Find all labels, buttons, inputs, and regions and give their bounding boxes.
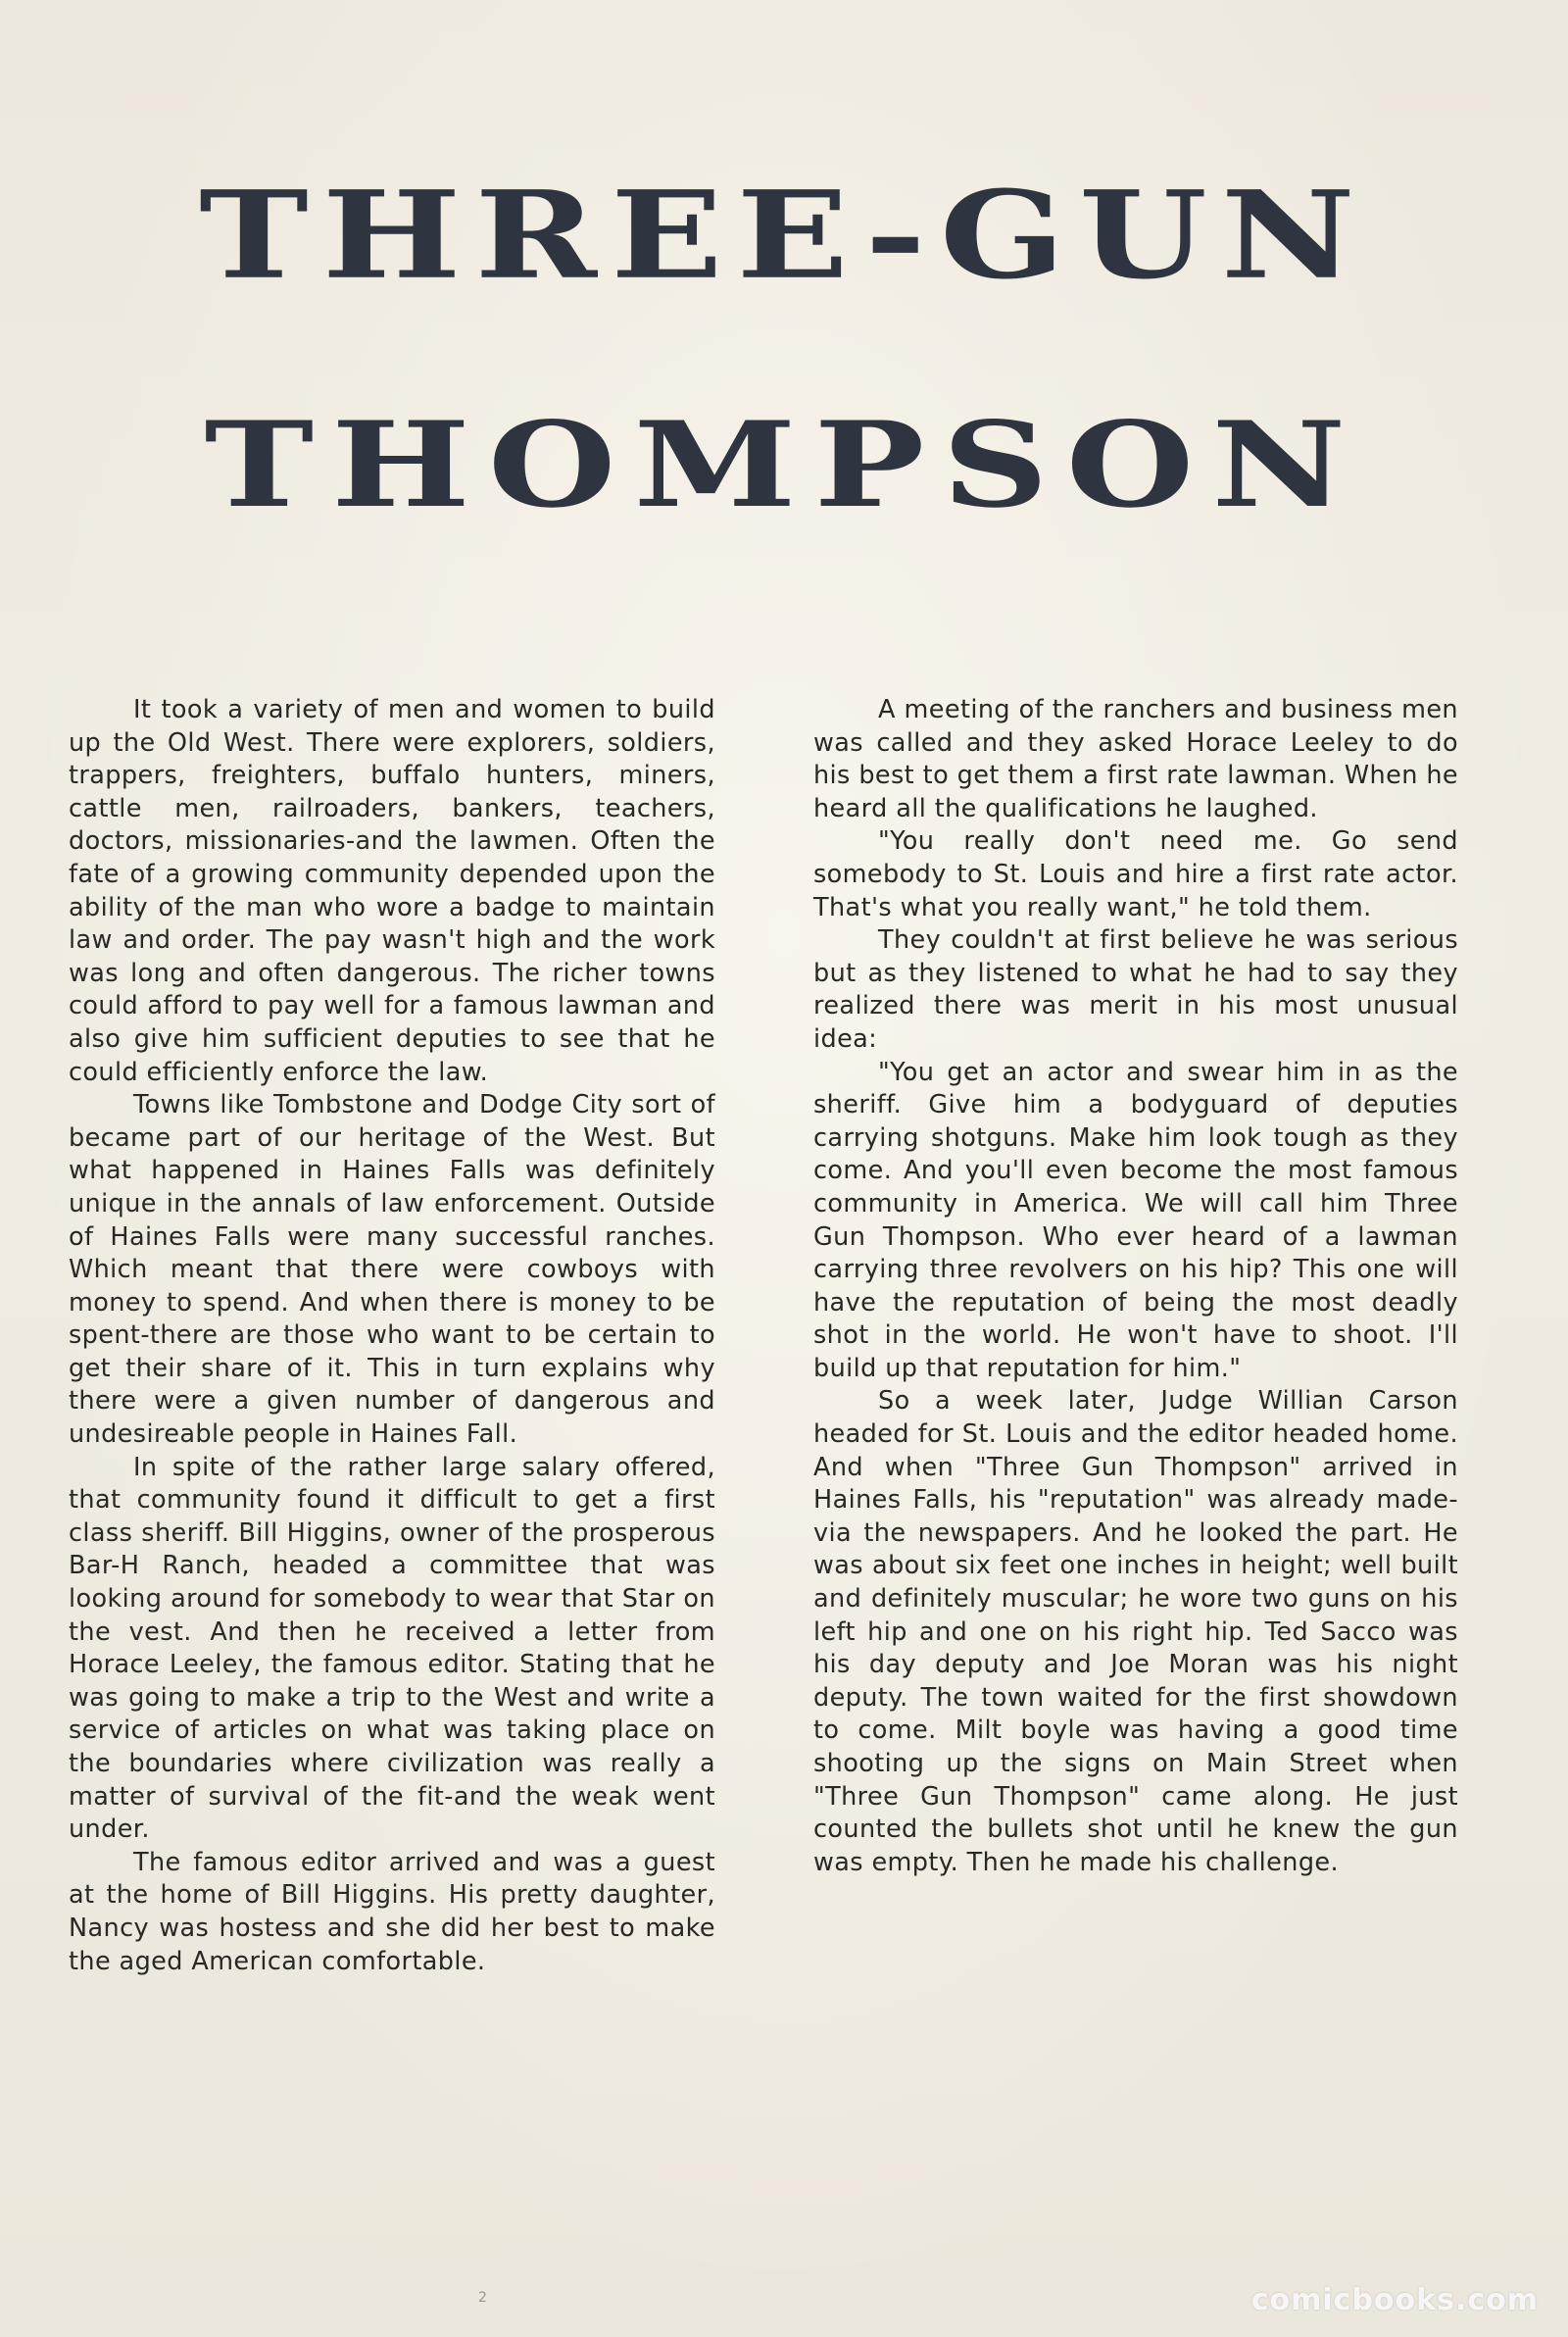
paragraph: Towns like Tombstone and Dodge City sort of became part of our heritage of the West. But what happened in Haines Falls was definitely unique in the annals of law enforcement. Outside of Haines Falls were many successful ranches. Which meant that there were cowboys with money to spend. And when there is money to be spent-there are those who want to be certain to get their share of it. This in turn explains why there were a given number of dangerous and undesireable people in Haines Fall. [69, 1090, 715, 1450]
watermark: comicbooks.com [1250, 2283, 1539, 2317]
left-column [69, 694, 715, 1978]
paragraph: "You really don't need me. Go send somebody to St. Louis and hire a first rate actor. That's what you really want," he told them. [813, 826, 1458, 922]
paragraph: A meeting of the ranchers and business men was called and they asked Horace Leeley to do his best to get them a first rate lawman. When he heard all the qualifications he laughed. [813, 695, 1458, 823]
paragraph: The famous editor arrived and was a guest at the home of Bill Higgins. His pretty daughter, Nancy was hostess and she did her best to make the aged American comfortable. [69, 1847, 715, 1976]
paragraph: They couldn't at first believe he was serious but as they listened to what he had to say they realized there was merit in his most unusual idea: [813, 925, 1458, 1054]
page-number: 2 [478, 2290, 487, 2306]
paragraph: It took a variety of men and women to build up the Old West. There were explorers, soldiers, trappers, freighters, buffalo hunters, miners, cattle men, railroaders, bankers, teachers, doctors, missionaries-and the lawmen. Often the fate of a growing community depended upon the ability of the man who wore a badge to maintain law and order. The pay wasn't high and the work was long and often dangerous. The richer towns could afford to pay well for a famous lawman and also give him sufficient deputies to see that he could efficiently enforce the law. [69, 695, 715, 1087]
title-line-1: THREE-GUN [199, 165, 1369, 307]
paragraph: So a week later, Judge Willian Carson headed for St. Louis and the editor headed home. And when "Three Gun Thompson" arrived in Haines Falls, his "reputation" was already made-via the newspapers. And he looked the part. He was about six feet one inches in height; well built and definitely muscular; he wore two guns on his left hip and one on his right hip. Ted Sacco was his day deputy and Joe Moran was his night deputy. The town waited for the first showdown to come. Milt boyle was having a good time shooting up the signs on Main Street when "Three Gun Thompson" came along. He just counted the bullets shot until he knew the gun was empty. Then he made his challenge. [813, 1386, 1458, 1877]
right-column [813, 694, 1458, 1879]
paragraph: In spite of the rather large salary offered, that community found it difficult to get a first class sheriff. Bill Higgins, owner of the prosperous Bar-H Ranch, headed a committee that was looking around for somebody to wear that Star on the vest. And then he received a letter from Horace Leeley, the famous editor. Stating that he was going to make a trip to the West and write a service of articles on what was taking place on the boundaries where civilization was really a matter of survival of the fit-and the weak went under. [69, 1452, 715, 1845]
title-line-2: THOMPSON [204, 396, 1364, 534]
paragraph: "You get an actor and swear him in as the sheriff. Give him a bodyguard of deputies carrying shotguns. Make him look tough as they come. And you'll even become the most famous community in America. We will call him Three Gun Thompson. Who ever heard of a lawman carrying three revolvers on his hip? This one will have the reputation of being the most deadly shot in the world. He won't have to shoot. I'll build up that reputation for him." [813, 1057, 1458, 1383]
